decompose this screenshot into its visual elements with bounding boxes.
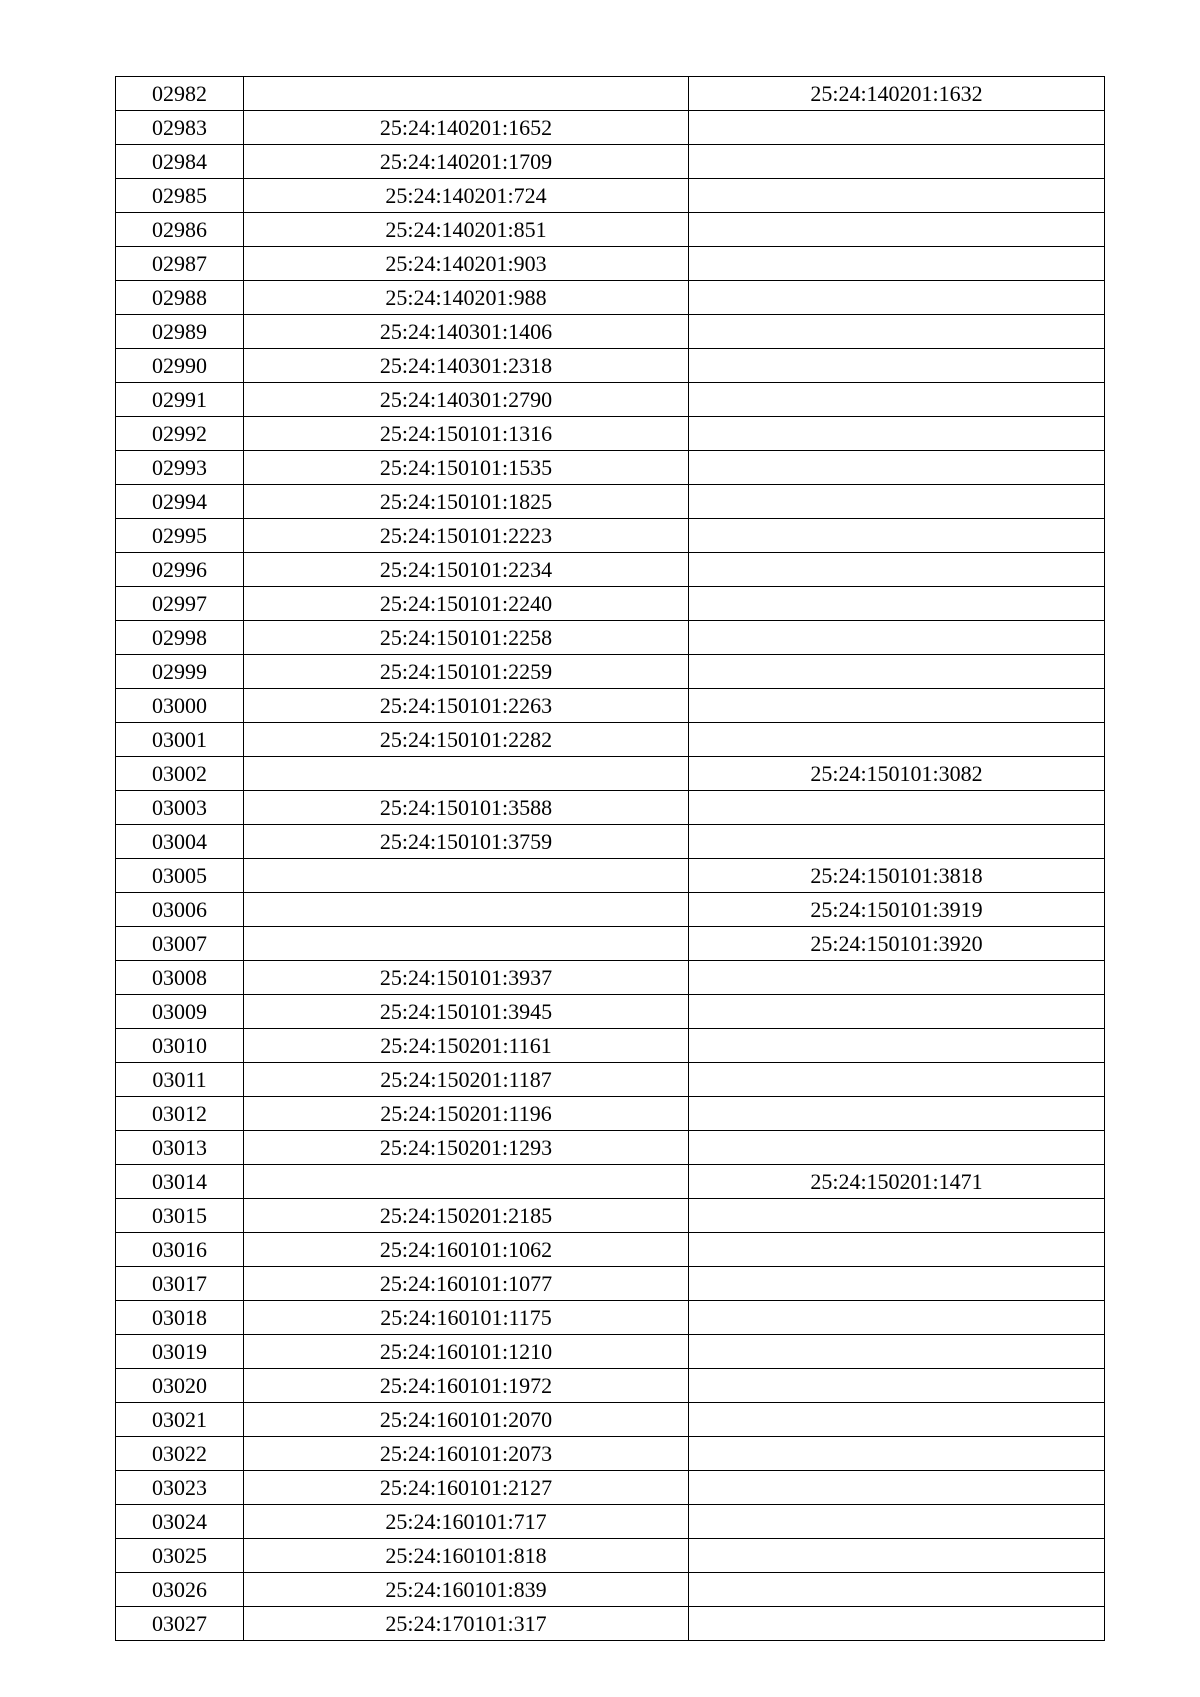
cadastral-number-cell [244,77,689,111]
cadastral-number-cell: 25:24:150101:2263 [244,689,689,723]
table-row [116,179,1105,213]
row-number-cell: 03025 [116,1539,244,1573]
row-number-cell: 02998 [116,621,244,655]
cadastral-number-alt-cell [689,1607,1105,1641]
cadastral-number-alt-cell [689,1267,1105,1301]
table-row [116,451,1105,485]
cadastral-number-cell: 25:24:160101:2127 [244,1471,689,1505]
row-number-cell: 02982 [116,77,244,111]
row-number-cell: 03006 [116,893,244,927]
cadastral-number-alt-cell [689,145,1105,179]
cadastral-number-alt-cell [689,1233,1105,1267]
table-row [116,961,1105,995]
table-row [116,349,1105,383]
cadastral-number-alt-cell: 25:24:150201:1471 [689,1165,1105,1199]
table-row [116,587,1105,621]
row-number-cell: 03009 [116,995,244,1029]
table-row [116,417,1105,451]
row-number-cell: 02994 [116,485,244,519]
cadastral-number-cell: 25:24:150201:1293 [244,1131,689,1165]
cadastral-number-cell [244,859,689,893]
cadastral-number-cell: 25:24:140201:903 [244,247,689,281]
row-number-cell: 03002 [116,757,244,791]
row-number-cell: 02986 [116,213,244,247]
cadastral-number-cell: 25:24:150101:1825 [244,485,689,519]
cadastral-number-cell: 25:24:160101:1077 [244,1267,689,1301]
cadastral-number-alt-cell [689,451,1105,485]
table-row [116,995,1105,1029]
cadastral-number-cell: 25:24:160101:1175 [244,1301,689,1335]
cadastral-number-cell: 25:24:150201:1161 [244,1029,689,1063]
table-row [116,1131,1105,1165]
cadastral-number-cell: 25:24:150101:1535 [244,451,689,485]
row-number-cell: 02987 [116,247,244,281]
cadastral-number-cell: 25:24:160101:1062 [244,1233,689,1267]
cadastral-number-cell [244,893,689,927]
cadastral-number-alt-cell [689,1131,1105,1165]
table-row [116,1335,1105,1369]
table-row [116,383,1105,417]
cadastral-number-alt-cell [689,1369,1105,1403]
cadastral-number-alt-cell: 25:24:150101:3920 [689,927,1105,961]
table-row [116,1403,1105,1437]
cadastral-number-alt-cell [689,1403,1105,1437]
row-number-cell: 03008 [116,961,244,995]
table-row [116,859,1105,893]
row-number-cell: 03012 [116,1097,244,1131]
table-row [116,1437,1105,1471]
table-row [116,281,1105,315]
row-number-cell: 03015 [116,1199,244,1233]
table-row [116,1165,1105,1199]
cadastral-number-alt-cell: 25:24:140201:1632 [689,77,1105,111]
cadastral-number-alt-cell [689,1437,1105,1471]
cadastral-number-alt-cell [689,825,1105,859]
row-number-cell: 03011 [116,1063,244,1097]
row-number-cell: 02996 [116,553,244,587]
cadastral-number-alt-cell [689,111,1105,145]
cadastral-number-cell: 25:24:140201:988 [244,281,689,315]
table-row [116,825,1105,859]
row-number-cell: 02992 [116,417,244,451]
table-row [116,1199,1105,1233]
cadastral-number-alt-cell [689,621,1105,655]
cadastral-number-alt-cell [689,349,1105,383]
cadastral-number-alt-cell: 25:24:150101:3919 [689,893,1105,927]
table-row [116,689,1105,723]
table-row [116,553,1105,587]
row-number-cell: 03004 [116,825,244,859]
row-number-cell: 03020 [116,1369,244,1403]
cadastral-number-cell: 25:24:140201:851 [244,213,689,247]
cadastral-number-alt-cell [689,519,1105,553]
cadastral-number-cell: 25:24:140201:1652 [244,111,689,145]
cadastral-number-alt-cell [689,213,1105,247]
cadastral-number-cell: 25:24:160101:839 [244,1573,689,1607]
table-row [116,213,1105,247]
row-number-cell: 03021 [116,1403,244,1437]
cadastral-number-cell [244,927,689,961]
row-number-cell: 03024 [116,1505,244,1539]
table-row [116,1029,1105,1063]
row-number-cell: 02993 [116,451,244,485]
cadastral-number-cell: 25:24:160101:1972 [244,1369,689,1403]
cadastral-number-alt-cell [689,655,1105,689]
row-number-cell: 03027 [116,1607,244,1641]
cadastral-number-cell: 25:24:150201:1196 [244,1097,689,1131]
row-number-cell: 02995 [116,519,244,553]
cadastral-number-cell: 25:24:150201:1187 [244,1063,689,1097]
cadastral-number-alt-cell [689,995,1105,1029]
cadastral-number-alt-cell [689,179,1105,213]
cadastral-number-cell: 25:24:160101:1210 [244,1335,689,1369]
table-row [116,621,1105,655]
table-row [116,1471,1105,1505]
row-number-cell: 03003 [116,791,244,825]
cadastral-number-cell: 25:24:150101:2223 [244,519,689,553]
cadastral-number-cell: 25:24:150101:2282 [244,723,689,757]
table-row [116,519,1105,553]
table-row [116,927,1105,961]
table-row [116,1607,1105,1641]
row-number-cell: 02999 [116,655,244,689]
cadastral-number-table [115,76,1105,1641]
row-number-cell: 02997 [116,587,244,621]
cadastral-number-alt-cell [689,791,1105,825]
row-number-cell: 03016 [116,1233,244,1267]
cadastral-number-cell: 25:24:150101:3759 [244,825,689,859]
cadastral-number-cell: 25:24:140301:1406 [244,315,689,349]
cadastral-number-cell: 25:24:150201:2185 [244,1199,689,1233]
cadastral-number-cell: 25:24:150101:2258 [244,621,689,655]
table-row [116,723,1105,757]
cadastral-number-cell: 25:24:170101:317 [244,1607,689,1641]
cadastral-number-alt-cell [689,1539,1105,1573]
cadastral-number-alt-cell [689,247,1105,281]
row-number-cell: 03000 [116,689,244,723]
cadastral-number-cell: 25:24:160101:2073 [244,1437,689,1471]
cadastral-number-cell: 25:24:150101:2240 [244,587,689,621]
row-number-cell: 03013 [116,1131,244,1165]
table-row [116,315,1105,349]
cadastral-number-alt-cell [689,1097,1105,1131]
cadastral-number-cell: 25:24:160101:818 [244,1539,689,1573]
row-number-cell: 03005 [116,859,244,893]
cadastral-number-alt-cell [689,1301,1105,1335]
table-row [116,485,1105,519]
cadastral-number-alt-cell [689,1471,1105,1505]
cadastral-number-alt-cell [689,1335,1105,1369]
cadastral-number-cell: 25:24:150101:2259 [244,655,689,689]
row-number-cell: 03023 [116,1471,244,1505]
table-row [116,111,1105,145]
table-row [116,1301,1105,1335]
row-number-cell: 02989 [116,315,244,349]
table-row [116,1505,1105,1539]
row-number-cell: 03010 [116,1029,244,1063]
row-number-cell: 02991 [116,383,244,417]
cadastral-number-cell: 25:24:140301:2318 [244,349,689,383]
row-number-cell: 03017 [116,1267,244,1301]
cadastral-number-alt-cell [689,383,1105,417]
table-row [116,757,1105,791]
row-number-cell: 03014 [116,1165,244,1199]
cadastral-number-alt-cell [689,1063,1105,1097]
table-row [116,145,1105,179]
cadastral-number-cell: 25:24:150101:3945 [244,995,689,1029]
table-body [116,77,1105,1641]
cadastral-number-cell: 25:24:160101:2070 [244,1403,689,1437]
cadastral-number-alt-cell [689,961,1105,995]
table-row [116,1097,1105,1131]
cadastral-number-alt-cell [689,587,1105,621]
cadastral-number-alt-cell [689,553,1105,587]
cadastral-number-cell: 25:24:150101:3937 [244,961,689,995]
row-number-cell: 02984 [116,145,244,179]
cadastral-number-cell [244,757,689,791]
cadastral-number-alt-cell [689,1029,1105,1063]
cadastral-number-alt-cell [689,315,1105,349]
cadastral-number-cell: 25:24:150101:2234 [244,553,689,587]
cadastral-number-alt-cell [689,1573,1105,1607]
table-row [116,1233,1105,1267]
table-row [116,1369,1105,1403]
row-number-cell: 03001 [116,723,244,757]
cadastral-number-alt-cell [689,281,1105,315]
row-number-cell: 02988 [116,281,244,315]
row-number-cell: 03026 [116,1573,244,1607]
cadastral-number-alt-cell [689,1199,1105,1233]
row-number-cell: 03022 [116,1437,244,1471]
table-row [116,1539,1105,1573]
cadastral-number-cell: 25:24:140201:724 [244,179,689,213]
cadastral-number-alt-cell [689,1505,1105,1539]
cadastral-number-alt-cell [689,417,1105,451]
cadastral-number-cell: 25:24:140201:1709 [244,145,689,179]
row-number-cell: 03019 [116,1335,244,1369]
row-number-cell: 03007 [116,927,244,961]
cadastral-number-cell: 25:24:160101:717 [244,1505,689,1539]
table-row [116,1267,1105,1301]
cadastral-number-alt-cell [689,485,1105,519]
row-number-cell: 02983 [116,111,244,145]
table-row [116,1573,1105,1607]
cadastral-number-alt-cell: 25:24:150101:3082 [689,757,1105,791]
table-row [116,77,1105,111]
table-row [116,655,1105,689]
row-number-cell: 02985 [116,179,244,213]
table-row [116,1063,1105,1097]
cadastral-number-alt-cell [689,723,1105,757]
table-row [116,791,1105,825]
table-row [116,893,1105,927]
cadastral-number-alt-cell: 25:24:150101:3818 [689,859,1105,893]
row-number-cell: 03018 [116,1301,244,1335]
row-number-cell: 02990 [116,349,244,383]
cadastral-number-alt-cell [689,689,1105,723]
cadastral-number-cell: 25:24:140301:2790 [244,383,689,417]
cadastral-number-cell [244,1165,689,1199]
cadastral-number-cell: 25:24:150101:3588 [244,791,689,825]
cadastral-number-cell: 25:24:150101:1316 [244,417,689,451]
table-row [116,247,1105,281]
